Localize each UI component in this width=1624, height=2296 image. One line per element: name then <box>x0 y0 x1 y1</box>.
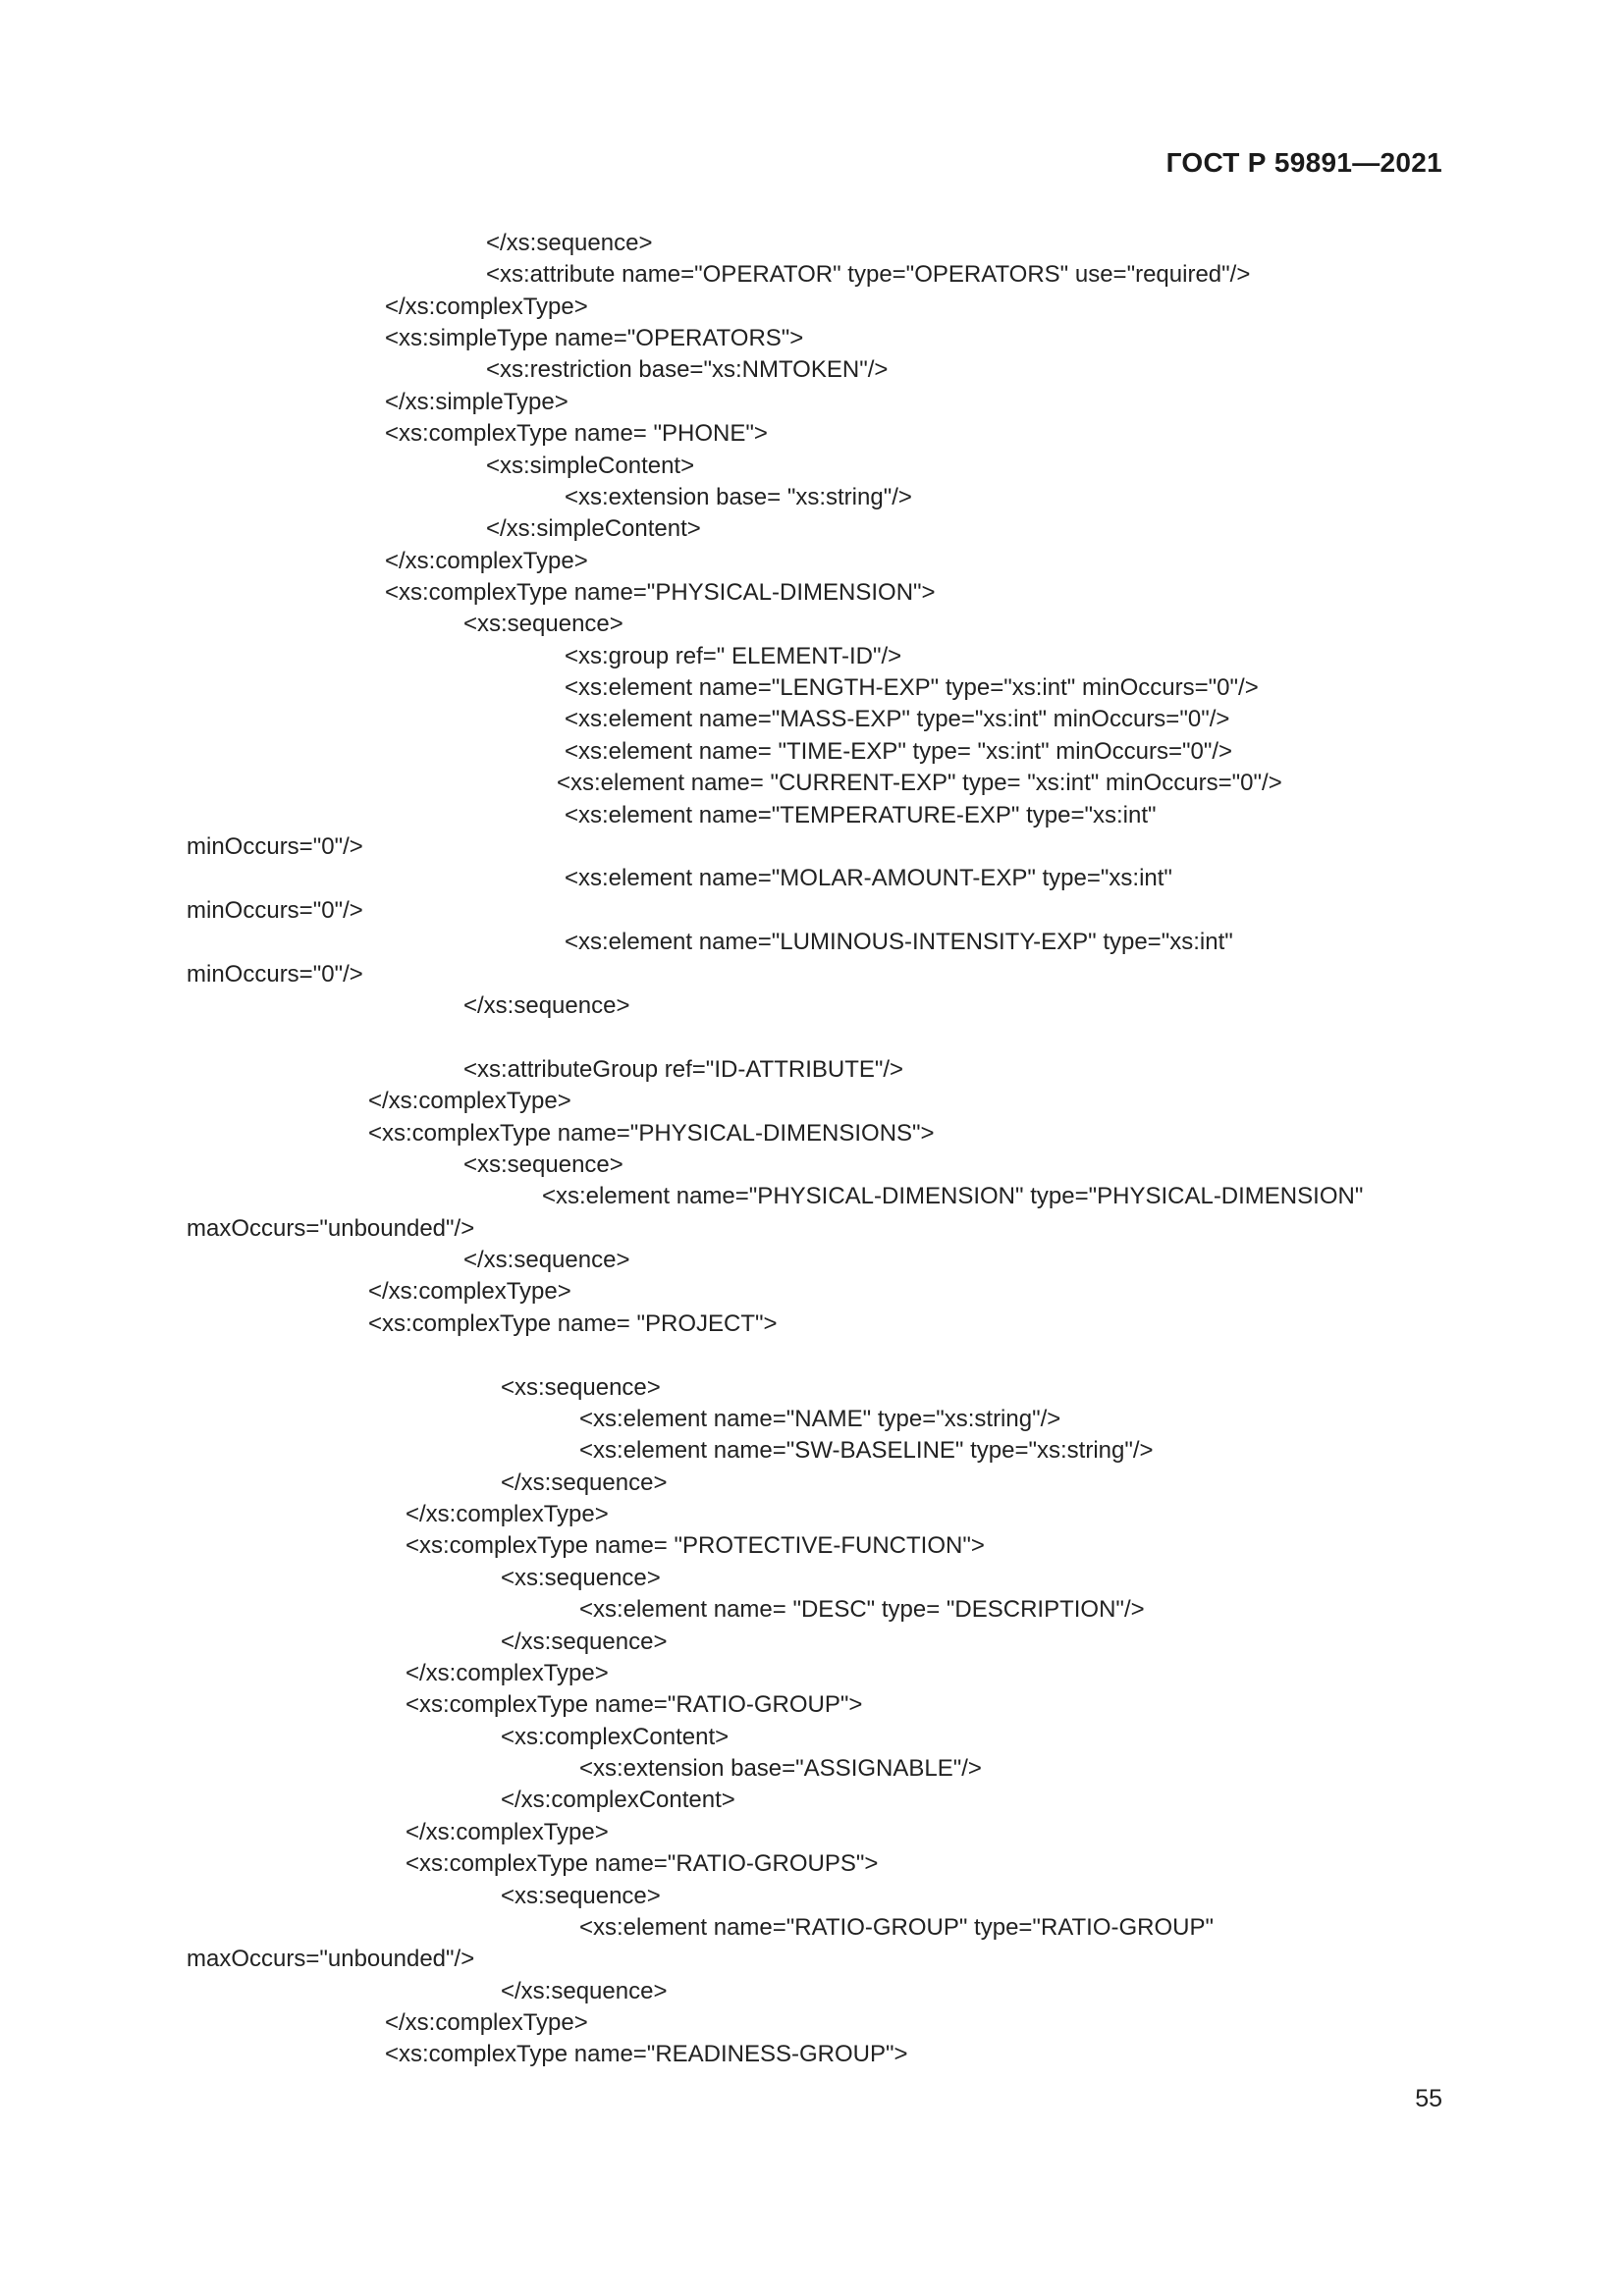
code-line: <xs:extension base= "xs:string"/> <box>565 484 912 510</box>
code-line: <xs:sequence> <box>501 1374 661 1401</box>
code-line: </xs:complexType> <box>368 1088 571 1114</box>
code-line: minOccurs="0"/> <box>187 961 363 988</box>
code-line: </xs:complexType> <box>385 548 588 574</box>
code-line: <xs:complexType name="READINESS-GROUP"> <box>385 2041 908 2067</box>
code-line: <xs:group ref=" ELEMENT-ID"/> <box>565 643 902 669</box>
code-line: <xs:complexType name="RATIO-GROUPS"> <box>406 1850 879 1877</box>
code-line: <xs:complexType name= "PROTECTIVE-FUNCTION"> <box>406 1532 985 1559</box>
code-line: maxOccurs="unbounded"/> <box>187 1946 475 1972</box>
code-line: <xs:sequence> <box>463 1151 623 1178</box>
code-line: </xs:complexContent> <box>501 1787 735 1813</box>
code-line: <xs:element name="NAME" type="xs:string"/> <box>579 1406 1061 1432</box>
code-line: <xs:element name="SW-BASELINE" type="xs:string"/> <box>579 1437 1154 1464</box>
code-line: <xs:complexType name="PHYSICAL-DIMENSIONS"> <box>368 1120 935 1147</box>
code-line: <xs:complexType name= "PROJECT"> <box>368 1310 778 1337</box>
code-line: </xs:complexType> <box>406 1660 609 1686</box>
code-line: <xs:element name= "TIME-EXP" type= "xs:int" minOccurs="0"/> <box>565 738 1233 765</box>
code-line: <xs:element name="RATIO-GROUP" type="RATIO-GROUP" <box>579 1914 1215 1941</box>
code-line: <xs:complexType name="PHYSICAL-DIMENSION"> <box>385 579 936 606</box>
code-line: <xs:element name="PHYSICAL-DIMENSION" type="PHYSICAL-DIMENSION" <box>542 1183 1364 1209</box>
code-line: <xs:sequence> <box>501 1565 661 1591</box>
code-line: <xs:simpleContent> <box>486 453 695 479</box>
code-line: <xs:element name="LUMINOUS-INTENSITY-EXP" type="xs:int" <box>565 929 1233 955</box>
code-line: </xs:complexType> <box>385 2009 588 2036</box>
code-line: <xs:element name="MASS-EXP" type="xs:int" minOccurs="0"/> <box>565 706 1230 732</box>
code-line: <xs:complexContent> <box>501 1724 730 1750</box>
code-line: <xs:element name= "DESC" type= "DESCRIPTION"/> <box>579 1596 1145 1623</box>
code-line: <xs:restriction base="xs:NMTOKEN"/> <box>486 356 889 383</box>
page-number: 55 <box>1415 2085 1442 2112</box>
code-line: <xs:extension base="ASSIGNABLE"/> <box>579 1755 982 1782</box>
code-line: <xs:sequence> <box>463 611 623 637</box>
code-line: maxOccurs="unbounded"/> <box>187 1215 475 1242</box>
code-line: <xs:element name="MOLAR-AMOUNT-EXP" type="xs:int" <box>565 865 1172 891</box>
code-line: <xs:sequence> <box>501 1883 661 1909</box>
code-line: </xs:sequence> <box>501 1629 668 1655</box>
standard-header: ГОСТ Р 59891—2021 <box>1165 147 1442 178</box>
code-line: </xs:sequence> <box>501 1469 668 1496</box>
code-line: </xs:sequence> <box>486 230 653 256</box>
code-line: <xs:complexType name="RATIO-GROUP"> <box>406 1691 863 1718</box>
code-line: </xs:sequence> <box>463 992 630 1019</box>
code-line: </xs:simpleType> <box>385 389 568 415</box>
code-line: <xs:attributeGroup ref="ID-ATTRIBUTE"/> <box>463 1056 904 1083</box>
code-line: </xs:sequence> <box>501 1978 668 2004</box>
code-line: </xs:complexType> <box>368 1278 571 1305</box>
code-line: </xs:complexType> <box>406 1501 609 1527</box>
code-line: <xs:element name="LENGTH-EXP" type="xs:int" minOccurs="0"/> <box>565 674 1259 701</box>
code-line: <xs:element name="TEMPERATURE-EXP" type="xs:int" <box>565 802 1157 828</box>
code-line: </xs:complexType> <box>385 294 588 320</box>
code-line: <xs:simpleType name="OPERATORS"> <box>385 325 804 351</box>
code-line: <xs:complexType name= "PHONE"> <box>385 420 768 447</box>
code-line: <xs:element name= "CURRENT-EXP" type= "xs:int" minOccurs="0"/> <box>557 770 1282 796</box>
code-line: <xs:attribute name="OPERATOR" type="OPERATORS" use="required"/> <box>486 261 1251 288</box>
code-line: </xs:complexType> <box>406 1819 609 1845</box>
code-line: minOccurs="0"/> <box>187 897 363 924</box>
code-line: </xs:sequence> <box>463 1247 630 1273</box>
code-line: minOccurs="0"/> <box>187 833 363 860</box>
code-line: </xs:simpleContent> <box>486 515 701 542</box>
